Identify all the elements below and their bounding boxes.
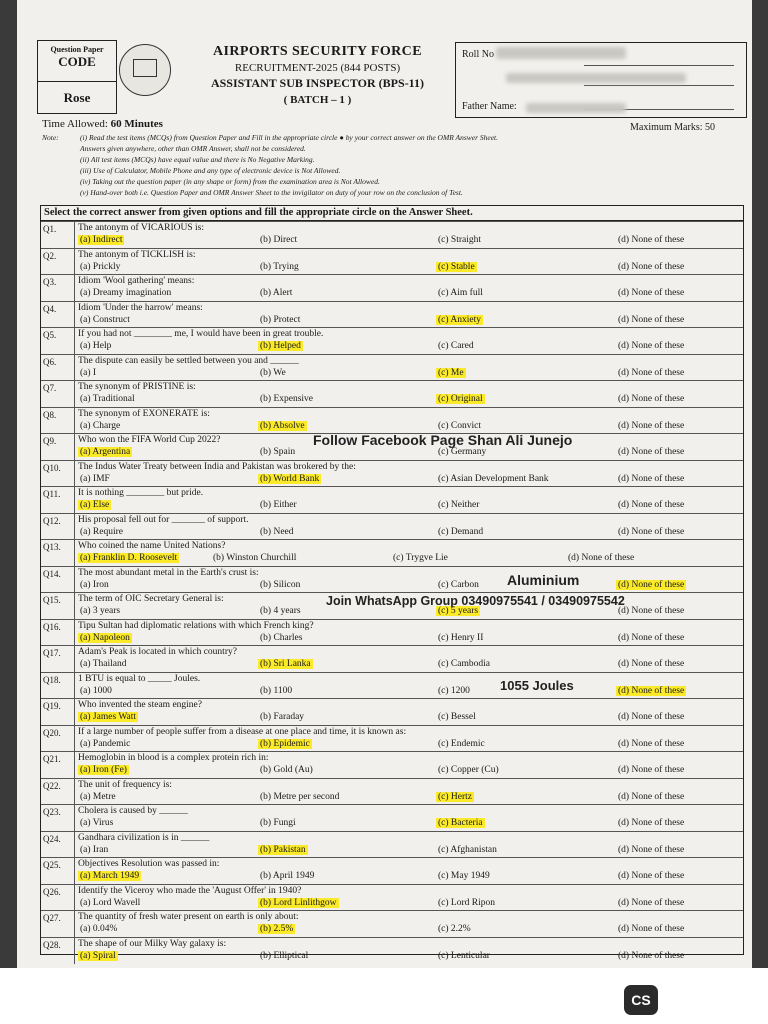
father-name-label: Father Name: — [462, 101, 517, 112]
question-row — [41, 910, 743, 938]
option-b: (b) Winston Churchill — [213, 553, 297, 563]
question-text: His proposal fell out for _______ of support. — [78, 514, 249, 525]
column-divider — [74, 593, 75, 620]
option-a: (a) Indirect — [80, 235, 123, 245]
option-d: (d) None of these — [618, 765, 685, 775]
question-text: Idiom 'Under the harrow' means: — [78, 302, 203, 313]
option-d: (d) None of these — [618, 791, 685, 802]
option-d: (d) None of these — [618, 871, 685, 881]
time-allowed — [42, 118, 163, 130]
option-b: (b) Absolve — [260, 420, 305, 431]
option-a: (a) IMF — [80, 473, 110, 484]
question-row — [41, 301, 743, 329]
column-divider — [74, 885, 75, 912]
option-d: (d) None of these — [618, 341, 685, 351]
question-number: Q24. — [43, 833, 61, 844]
blank-line — [584, 65, 734, 66]
option-d: (d) None of these — [618, 420, 685, 431]
question-text: Hemoglobin in blood is a complex protein rich in: — [78, 753, 269, 763]
whatsapp-promo: Join WhatsApp Group 03490975541 / 03490975542 — [326, 594, 625, 608]
question-row — [41, 645, 743, 673]
question-number: Q25. — [43, 860, 61, 870]
note-line: (iv) Taking out the question paper (in any shape or form) from the examination area is Not Allowed. — [80, 177, 380, 186]
option-b: (b) Elliptical — [260, 950, 309, 961]
question-text: The quantity of fresh water present on earth is only about: — [78, 912, 299, 922]
option-d: (d) None of these — [618, 473, 685, 484]
option-c: (c) 2.2% — [438, 924, 471, 934]
question-number: Q14. — [43, 568, 61, 579]
option-a: (a) Iron (Fe) — [80, 765, 127, 775]
question-text: 1 BTU is equal to _____ Joules. — [78, 673, 201, 684]
option-b: (b) 4 years — [260, 606, 301, 616]
notes-label: Note: — [42, 133, 59, 142]
question-text: If you had not ________ me, I would have been in great trouble. — [78, 329, 324, 339]
option-d: (d) None of these — [618, 712, 685, 722]
option-a: (a) Spiral — [80, 950, 116, 961]
code-value: Rose — [38, 81, 116, 106]
question-text: The synonym of EXONERATE is: — [78, 408, 210, 419]
question-row — [41, 778, 743, 806]
question-text: The most abundant metal in the Earth's crust is: — [78, 567, 259, 578]
option-c: (c) Germany — [438, 447, 487, 457]
option-b: (b) Faraday — [260, 712, 305, 722]
option-b: (b) Spain — [260, 447, 296, 457]
option-d: (d) None of these — [618, 235, 685, 245]
option-b: (b) We — [260, 367, 286, 378]
option-d: (d) None of these — [618, 897, 685, 908]
note-line: (v) Hand-over both i.e. Question Paper and OMR Answer Sheet to the invigilator on duty of your row on the conclusion of Test. — [80, 188, 463, 197]
option-c: (c) May 1949 — [438, 871, 490, 881]
question-number: Q21. — [43, 754, 61, 764]
question-number: Q9. — [43, 436, 57, 446]
column-divider — [74, 752, 75, 779]
option-b: (b) Metre per second — [260, 791, 340, 802]
option-b: (b) Sri Lanka — [260, 659, 311, 669]
column-divider — [74, 381, 75, 408]
column-divider — [74, 540, 75, 567]
column-divider — [74, 461, 75, 488]
question-number: Q5. — [43, 330, 57, 340]
question-text: The dispute can easily be settled between you and ______ — [78, 355, 299, 366]
question-text: Adam's Peak is located in which country? — [78, 647, 237, 657]
question-text: If a large number of people suffer from a disease at one place and time, it is known as: — [78, 726, 407, 737]
joules-note: 1055 Joules — [500, 678, 574, 693]
time-value: 60 Minutes — [110, 118, 163, 130]
option-d: (d) None of these — [618, 844, 685, 855]
option-c: (c) Trygve Lie — [393, 553, 448, 563]
option-b: (b) World Bank — [260, 473, 320, 484]
option-a: (a) 3 years — [80, 606, 121, 616]
column-divider — [74, 779, 75, 806]
option-b: (b) Alert — [260, 288, 293, 298]
question-text: The term of OIC Secretary General is: — [78, 594, 224, 604]
column-divider — [74, 805, 75, 832]
option-d: (d) None of these — [618, 738, 685, 749]
question-text: Gandhara civilization is in ______ — [78, 832, 210, 843]
question-text: The synonym of PRISTINE is: — [78, 382, 196, 392]
question-number: Q7. — [43, 383, 57, 393]
option-b: (b) Silicon — [260, 579, 301, 590]
option-a: (a) Metre — [80, 791, 116, 802]
option-b: (b) Epidemic — [260, 738, 310, 749]
question-row — [41, 221, 743, 249]
question-number: Q13. — [43, 542, 61, 552]
option-d: (d) None of these — [618, 606, 685, 616]
option-a: (a) Thailand — [80, 659, 127, 669]
option-c: (c) Demand — [438, 526, 484, 537]
question-row — [41, 751, 743, 779]
option-c: (c) Bessel — [438, 712, 476, 722]
candidate-info-box — [455, 42, 747, 118]
option-c: (c) Anxiety — [438, 314, 482, 325]
question-row — [41, 274, 743, 302]
column-divider — [74, 726, 75, 753]
question-row — [41, 513, 743, 541]
question-row — [41, 725, 743, 753]
column-divider — [74, 328, 75, 355]
question-number: Q19. — [43, 701, 61, 711]
column-divider — [74, 249, 75, 276]
option-d: (d) None of these — [618, 579, 685, 590]
question-row — [41, 486, 743, 514]
question-number: Q8. — [43, 409, 57, 420]
option-b: (b) 1100 — [260, 685, 293, 696]
question-number: Q27. — [43, 913, 61, 923]
question-text: Who coined the name United Nations? — [78, 541, 226, 551]
time-label: Time Allowed: — [42, 118, 108, 130]
paper-code-box — [37, 40, 117, 114]
post-title: ASSISTANT SUB INSPECTOR (BPS-11) — [210, 76, 425, 90]
option-a: (a) Lord Wavell — [80, 897, 141, 908]
question-row — [41, 857, 743, 885]
blank-line — [584, 85, 734, 86]
option-d: (d) None of these — [618, 632, 685, 643]
option-a: (a) March 1949 — [80, 871, 140, 881]
question-number: Q18. — [43, 674, 61, 685]
option-b: (b) Charles — [260, 632, 303, 643]
question-text: Identify the Viceroy who made the 'August Offer' in 1940? — [78, 885, 302, 896]
option-c: (c) Afghanistan — [438, 844, 497, 855]
option-b: (b) Gold (Au) — [260, 765, 313, 775]
option-c: (c) Stable — [438, 261, 475, 272]
question-row — [41, 327, 743, 355]
question-number: Q2. — [43, 250, 57, 261]
question-row — [41, 698, 743, 726]
question-number: Q17. — [43, 648, 61, 658]
option-d: (d) None of these — [618, 500, 685, 510]
option-d: (d) None of these — [618, 261, 685, 272]
note-line: Answers given anywhere, other than OMR Answer, shall not be considered. — [80, 144, 306, 153]
option-a: (a) Napoleon — [80, 632, 130, 643]
max-marks: Maximum Marks: 50 — [630, 122, 715, 133]
question-row — [41, 831, 743, 859]
question-text: The shape of our Milky Way galaxy is: — [78, 938, 227, 949]
question-text: Who invented the steam engine? — [78, 700, 202, 710]
aluminium-note: Aluminium — [507, 572, 580, 588]
option-d: (d) None of these — [618, 288, 685, 298]
question-text: Objectives Resolution was passed in: — [78, 859, 220, 869]
option-d: (d) None of these — [618, 447, 685, 457]
option-c: (c) 1200 — [438, 685, 470, 696]
option-a: (a) Iron — [80, 579, 109, 590]
option-c: (c) Lord Ripon — [438, 897, 495, 908]
option-b: (b) Trying — [260, 261, 299, 272]
question-row — [41, 566, 743, 594]
option-c: (c) Carbon — [438, 579, 479, 590]
column-divider — [74, 938, 75, 965]
redacted-area — [506, 73, 686, 83]
option-a: (a) Help — [80, 341, 112, 351]
question-number: Q3. — [43, 277, 57, 287]
option-c: (c) Original — [438, 394, 483, 404]
column-divider — [74, 275, 75, 302]
question-number: Q6. — [43, 356, 57, 367]
note-line: (ii) All test items (MCQs) have equal value and there is No Negative Marking. — [80, 155, 315, 164]
option-d: (d) None of these — [618, 659, 685, 669]
column-divider — [74, 567, 75, 594]
facebook-promo: Follow Facebook Page Shan Ali Junejo — [313, 432, 573, 448]
column-divider — [74, 302, 75, 329]
option-a: (a) Franklin D. Roosevelt — [80, 553, 178, 563]
option-c: (c) Bacteria — [438, 818, 483, 828]
question-number: Q26. — [43, 886, 61, 897]
question-row — [41, 460, 743, 488]
question-number: Q11. — [43, 489, 61, 499]
column-divider — [74, 408, 75, 435]
question-number: Q15. — [43, 595, 61, 605]
question-number: Q28. — [43, 939, 61, 950]
question-text: The antonym of VICARIOUS is: — [78, 223, 204, 233]
question-row — [41, 380, 743, 408]
code-title: CODE — [58, 54, 96, 69]
option-c: (c) Copper (Cu) — [438, 765, 499, 775]
column-divider — [74, 514, 75, 541]
question-number: Q4. — [43, 303, 57, 314]
option-b: (b) April 1949 — [260, 871, 315, 881]
option-a: (a) Prickly — [80, 261, 121, 272]
question-row — [41, 672, 743, 700]
question-number: Q1. — [43, 224, 57, 234]
option-d: (d) None of these — [618, 818, 685, 828]
option-a: (a) Virus — [80, 818, 114, 828]
column-divider — [74, 673, 75, 700]
question-row — [41, 937, 743, 965]
column-divider — [74, 858, 75, 885]
option-c: (c) Asian Development Bank — [438, 473, 549, 484]
option-a: (a) Construct — [80, 314, 130, 325]
option-c: (c) 5 years — [438, 606, 479, 616]
option-a: (a) Dreamy imagination — [80, 288, 172, 298]
question-number: Q20. — [43, 727, 61, 738]
question-number: Q12. — [43, 515, 61, 526]
option-a: (a) Traditional — [80, 394, 135, 404]
column-divider — [74, 620, 75, 647]
redacted-area — [496, 47, 626, 59]
question-text: Who won the FIFA World Cup 2022? — [78, 435, 221, 445]
option-b: (b) 2.5% — [260, 924, 294, 934]
camscanner-logo: CS — [624, 985, 658, 1015]
option-b: (b) Pakistan — [260, 844, 306, 855]
option-d: (d) None of these — [618, 685, 685, 696]
code-label: Question Paper — [50, 45, 104, 54]
option-a: (a) I — [80, 367, 97, 378]
option-b: (b) Expensive — [260, 394, 314, 404]
force-seal-icon — [119, 44, 171, 96]
option-c: (c) Convict — [438, 420, 482, 431]
recruitment-line: RECRUITMENT-2025 (844 POSTS) — [234, 62, 401, 74]
column-divider — [74, 222, 75, 249]
question-number: Q10. — [43, 462, 61, 473]
option-b: (b) Direct — [260, 235, 298, 245]
option-c: (c) Henry II — [438, 632, 484, 643]
org-title: AIRPORTS SECURITY FORCE — [213, 44, 422, 59]
question-text: The Indus Water Treaty between India and Pakistan was brokered by the: — [78, 461, 356, 472]
question-number: Q23. — [43, 807, 61, 817]
roll-no-label: Roll No — [462, 49, 494, 60]
paper-titles — [180, 44, 455, 106]
option-c: (c) Straight — [438, 235, 482, 245]
redacted-area — [526, 103, 626, 113]
option-c: (c) Me — [438, 367, 464, 378]
question-row — [41, 248, 743, 276]
question-text: The unit of frequency is: — [78, 779, 172, 790]
column-divider — [74, 487, 75, 514]
option-c: (c) Cared — [438, 341, 474, 351]
option-c: (c) Hertz — [438, 791, 473, 802]
column-divider — [74, 832, 75, 859]
option-d: (d) None of these — [618, 950, 685, 961]
option-b: (b) Helped — [260, 341, 301, 351]
question-text: The antonym of TICKLISH is: — [78, 249, 196, 260]
column-divider — [74, 434, 75, 461]
question-row — [41, 407, 743, 435]
question-number: Q22. — [43, 780, 61, 791]
note-line: (iii) Use of Calculator, Mobile Phone and any type of electronic device is Not Allowed. — [80, 166, 341, 175]
question-text: Idiom 'Wool gathering' means: — [78, 276, 195, 286]
option-a: (a) 1000 — [80, 685, 112, 696]
option-d: (d) None of these — [618, 394, 685, 404]
option-d: (d) None of these — [568, 553, 635, 563]
option-a: (a) Iran — [80, 844, 109, 855]
option-a: (a) Else — [80, 500, 110, 510]
option-d: (d) None of these — [618, 526, 685, 537]
question-text: It is nothing ________ but pride. — [78, 488, 204, 498]
question-row — [41, 804, 743, 832]
question-row — [41, 354, 743, 382]
questions-table — [40, 205, 744, 961]
option-b: (b) Protect — [260, 314, 301, 325]
batch-label: ( BATCH – 1 ) — [283, 94, 352, 106]
option-a: (a) Charge — [80, 420, 121, 431]
question-row — [41, 539, 743, 567]
question-row — [41, 884, 743, 912]
column-divider — [74, 646, 75, 673]
instruction-line: Select the correct answer from given options and fill the appropriate circle on the Answer Sheet. — [41, 206, 743, 221]
option-a: (a) Argentina — [80, 447, 131, 457]
column-divider — [74, 911, 75, 938]
option-a: (a) Pandemic — [80, 738, 131, 749]
note-line: (i) Read the test items (MCQs) from Question Paper and Fill in the appropriate circle ● by your correct answer on the OMR Answer Sheet. — [80, 133, 499, 142]
option-d: (d) None of these — [618, 924, 685, 934]
option-d: (d) None of these — [618, 314, 685, 325]
question-text: Tipu Sultan had diplomatic relations with which French king? — [78, 620, 314, 631]
column-divider — [74, 355, 75, 382]
option-c: (c) Lenticular — [438, 950, 490, 961]
option-c: (c) Cambodia — [438, 659, 490, 669]
question-row — [41, 619, 743, 647]
option-b: (b) Need — [260, 526, 294, 537]
option-c: (c) Aim full — [438, 288, 483, 298]
option-d: (d) None of these — [618, 367, 685, 378]
question-number: Q16. — [43, 621, 61, 632]
option-a: (a) 0.04% — [80, 924, 118, 934]
option-b: (b) Either — [260, 500, 297, 510]
option-b: (b) Lord Linlithgow — [260, 897, 337, 908]
option-c: (c) Endemic — [438, 738, 485, 749]
column-divider — [74, 699, 75, 726]
option-a: (a) James Watt — [80, 712, 137, 722]
question-text: Cholera is caused by ______ — [78, 806, 188, 816]
option-c: (c) Neither — [438, 500, 480, 510]
option-b: (b) Fungi — [260, 818, 296, 828]
option-a: (a) Require — [80, 526, 123, 537]
